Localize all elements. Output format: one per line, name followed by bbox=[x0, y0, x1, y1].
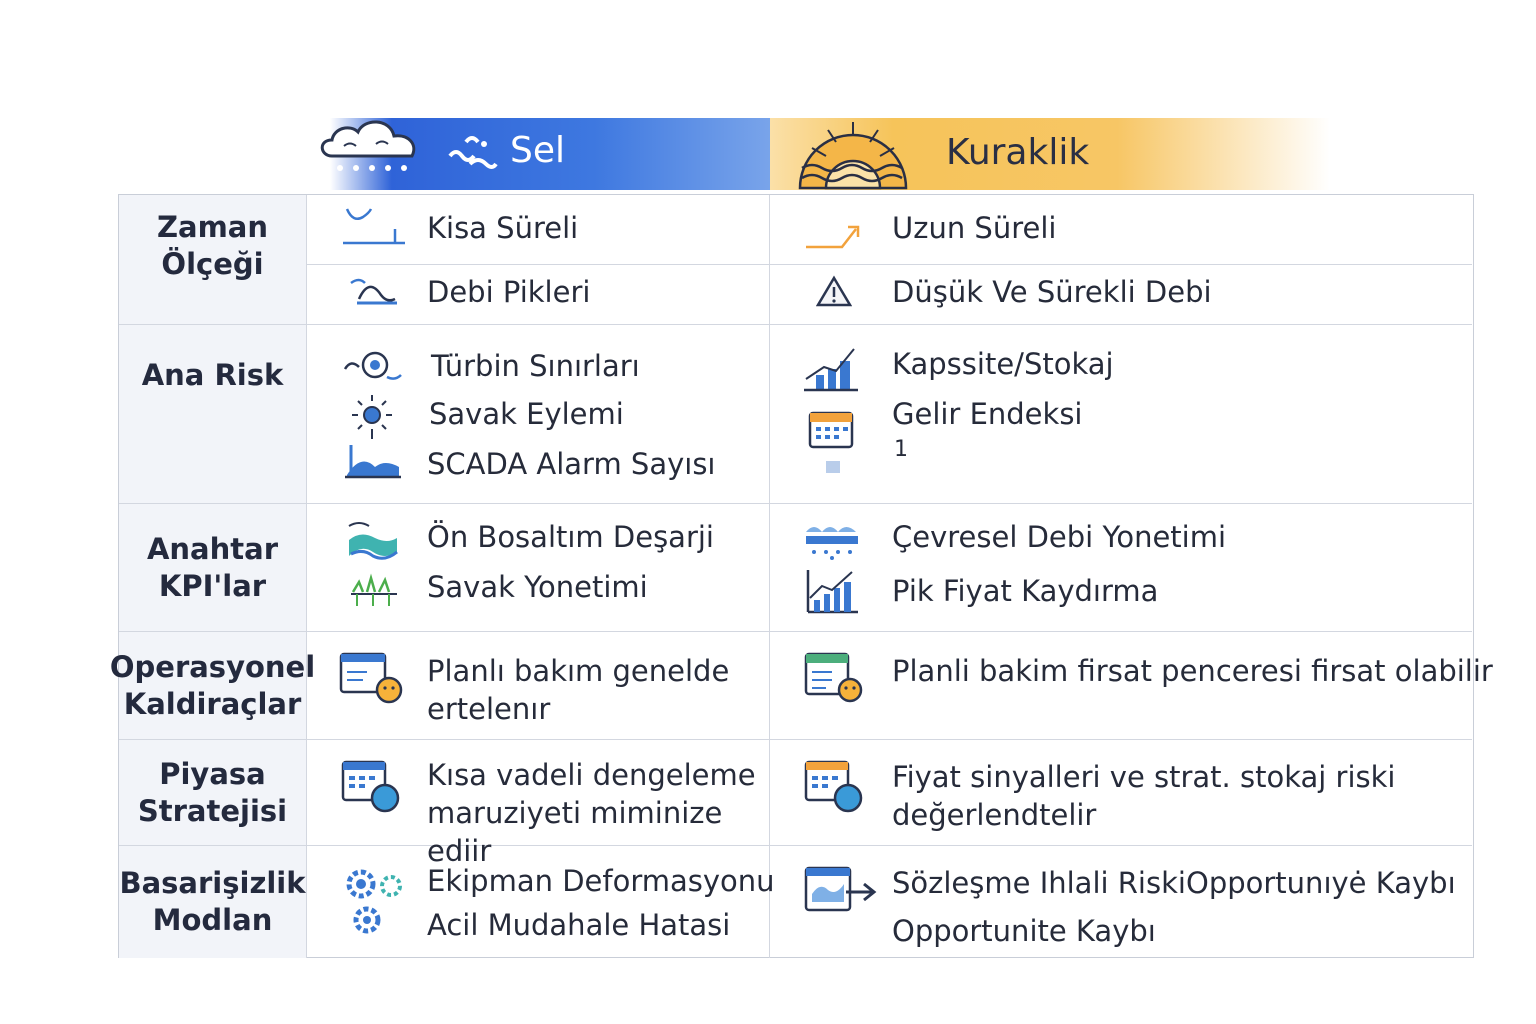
kur-cell bbox=[770, 846, 1472, 958]
row-zaman bbox=[119, 195, 1472, 325]
row-label: Operasyonel Kaldiraçlar bbox=[119, 632, 307, 739]
kur-item: Kapssite/Stokaj bbox=[892, 347, 1114, 381]
bar-chart-icon bbox=[802, 345, 860, 393]
kur-cell bbox=[770, 504, 1472, 631]
kur-item: Pik Fiyat Kaydırma bbox=[892, 574, 1159, 608]
row-fail bbox=[119, 846, 1472, 958]
sel-item: SCADA Alarm Sayısı bbox=[427, 447, 716, 481]
scada-icon bbox=[343, 441, 403, 481]
rain-icon bbox=[802, 518, 860, 562]
row-oper bbox=[109, 632, 1493, 740]
kur-item: Fiyat sinyalleri ve strat. stokaj riski değerlendtelir bbox=[892, 760, 1396, 832]
calendar-export-icon bbox=[802, 862, 878, 922]
row-piyasa bbox=[119, 740, 1472, 868]
spillway-icon bbox=[345, 393, 399, 441]
kur-cell bbox=[770, 325, 1472, 503]
row-risk bbox=[119, 325, 1472, 504]
kur-item: Uzun Süreli bbox=[892, 211, 1057, 245]
kur-item: Opportunite Kaybı bbox=[892, 914, 1156, 948]
header-sel-title: Sel bbox=[510, 130, 566, 171]
sel-item: Planlı bakım genelde ertelenır bbox=[427, 654, 730, 726]
row-label: Ana Risk bbox=[119, 325, 307, 503]
sel-item: Türbin Sınırları bbox=[431, 349, 640, 383]
alert-icon bbox=[816, 275, 852, 309]
sel-item: Ön Bosaltım Deşarji bbox=[427, 520, 714, 554]
sel-cell bbox=[307, 740, 770, 868]
grass-icon bbox=[347, 570, 401, 610]
sel-cell bbox=[307, 195, 770, 324]
header-sel bbox=[330, 118, 770, 190]
row-label: Basarişizlik Modlan bbox=[119, 846, 307, 958]
kur-item: Sözleşme Ihlali Riski bbox=[892, 866, 1186, 900]
sel-item: Debi Pikleri bbox=[427, 275, 591, 309]
row-kpi bbox=[119, 504, 1472, 632]
header-kuraklik-title: Kuraklik bbox=[946, 132, 1090, 173]
kur-item: Çevresel Debi Yonetimi bbox=[892, 520, 1227, 554]
sel-cell bbox=[307, 504, 770, 631]
sel-item: Kısa vadeli dengeleme maruziyeti miminize ediir bbox=[427, 758, 756, 868]
arrow-icon bbox=[802, 221, 862, 251]
sel-cell bbox=[307, 632, 770, 739]
row-label: Zaman Ölçeği bbox=[119, 195, 307, 324]
sel-cell bbox=[307, 325, 770, 503]
wave-icon bbox=[347, 275, 403, 309]
kur-item: Opportunıyė Kaybı bbox=[1186, 866, 1456, 900]
sun-icon bbox=[796, 118, 910, 190]
trend-chart-icon bbox=[804, 568, 860, 616]
comparison-table bbox=[109, 194, 1493, 958]
row-label: Anahtar KPI'lar bbox=[119, 504, 307, 631]
calendar-icon bbox=[339, 756, 405, 816]
wave-icon bbox=[444, 130, 500, 174]
turbine-icon bbox=[341, 349, 403, 385]
kur-item: Gelir Endeksi bbox=[892, 397, 1083, 431]
sel-item: Ekipman Deformasyonu bbox=[427, 864, 775, 898]
header-kuraklik bbox=[770, 118, 1330, 190]
kur-cell bbox=[770, 740, 1472, 845]
sel-item: Kisa Süreli bbox=[427, 211, 579, 245]
kur-item: 1 bbox=[894, 437, 908, 462]
kur-cell bbox=[770, 195, 1472, 324]
wave-icon bbox=[339, 203, 409, 249]
river-icon bbox=[345, 518, 401, 564]
kur-cell bbox=[770, 632, 1493, 739]
calendar-clock-icon bbox=[802, 648, 866, 704]
calendar-icon bbox=[806, 407, 856, 477]
kur-item: Düşük Ve Sürekli Debi bbox=[892, 275, 1212, 309]
sel-cell bbox=[307, 846, 775, 958]
sel-item: Savak Yonetimi bbox=[427, 570, 648, 604]
row-label: Piyasa Stratejisi bbox=[119, 740, 307, 845]
sel-item: Acil Mudahale Hatasi bbox=[427, 908, 731, 942]
calendar-clock-icon bbox=[337, 648, 407, 708]
gear-icon bbox=[341, 862, 407, 942]
kur-item: Planli bakim firsat penceresi firsat olabilir bbox=[892, 654, 1493, 688]
calendar-icon bbox=[802, 756, 868, 816]
sel-item: Savak Eylemi bbox=[429, 397, 624, 431]
cloud-icon bbox=[314, 110, 434, 188]
